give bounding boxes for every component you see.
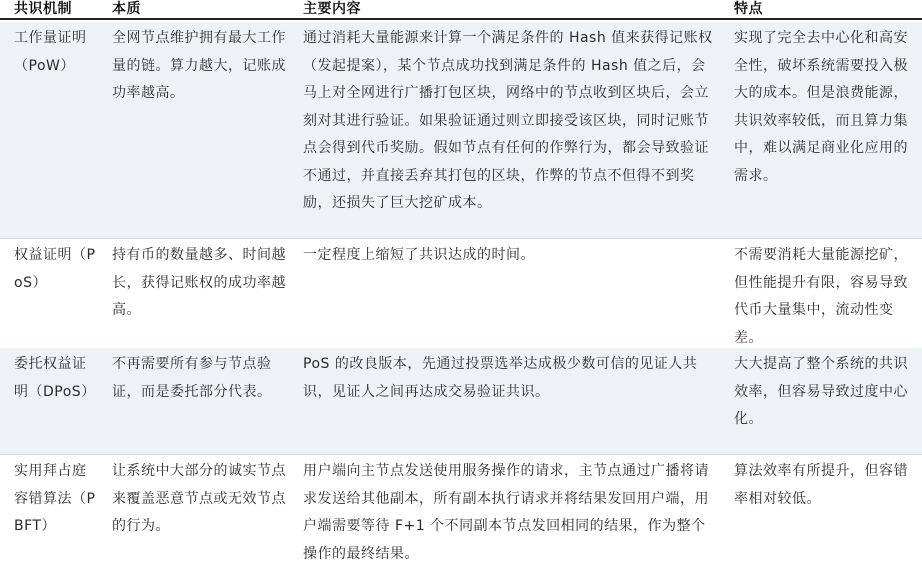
table-row-pos [0, 238, 922, 348]
mechanism-cell: 委托权益证明（DPoS） [14, 356, 96, 400]
essence-cell: 全网节点维护拥有最大工作量的链。算力越大，记账成功率越高。 [112, 30, 286, 101]
mechanism-cell: 权益证明（PoS） [14, 247, 96, 291]
features-cell: 实现了完全去中心化和高安全性，破坏系统需要投入极大的成本。但是浪费能源，共识效率较低，而且算力集中，难以满足商业化应用的需求。 [734, 30, 908, 184]
content-cell: 用户端向主节点发送使用服务操作的请求，主节点通过广播将请求发送给其他副本，所有副本执行请求并将结果发回用户端，用户端需要等待 F+1 个不同副本节点发回相同的结果，作为整个操作的最终结果。 [303, 463, 709, 562]
essence-cell: 让系统中大部分的诚实节点来覆盖恶意节点或无效节点的行为。 [112, 463, 286, 534]
table-row-pbft [0, 454, 922, 562]
content-cell: PoS 的改良版本，先通过投票选举达成极少数可信的见证人共识，见证人之间再达成交易验证共识。 [303, 356, 698, 400]
header-essence: 本质 [112, 1, 141, 17]
features-cell: 大大提高了整个系统的共识效率，但容易导致过度中心化。 [734, 356, 908, 427]
table-header-row [0, 0, 922, 20]
header-mechanism: 共识机制 [14, 1, 72, 17]
header-features: 特点 [734, 1, 763, 17]
content-cell: 一定程度上缩短了共识达成的时间。 [303, 247, 535, 263]
content-cell: 通过消耗大量能源来计算一个满足条件的 Hash 值来获得记账权（发起提案），某个节点成功找到满足条件的 Hash 值之后，会马上对全网进行广播打包区块，网络中的节点收到区块后，会立刻对其进行验证。如果验证通过则立即接受该区块，同时记账节点会得到代币奖励。假如节点有任何的作弊行为，都会导致验证不通过，并直接丢弃其打包的区块，作弊的节点不但得不到奖励，还损失了巨大挖矿成本。 [303, 30, 713, 211]
mechanism-cell: 工作量证明（PoW） [14, 30, 87, 74]
features-cell: 算法效率有所提升，但容错率相对较低。 [734, 463, 908, 507]
essence-cell: 持有币的数量越多、时间越长，获得记账权的成功率越高。 [112, 247, 286, 318]
essence-cell: 不再需要所有参与节点验证，而是委托部分代表。 [112, 356, 272, 400]
header-main-content: 主要内容 [303, 1, 361, 17]
table-row-dpos [0, 348, 922, 454]
mechanism-cell: 实用拜占庭容错算法（PBFT） [14, 463, 96, 534]
features-cell: 不需要消耗大量能源挖矿，但性能提升有限，容易导致代币大量集中，流动性变差。 [734, 247, 908, 346]
table-row-pow [0, 22, 922, 238]
